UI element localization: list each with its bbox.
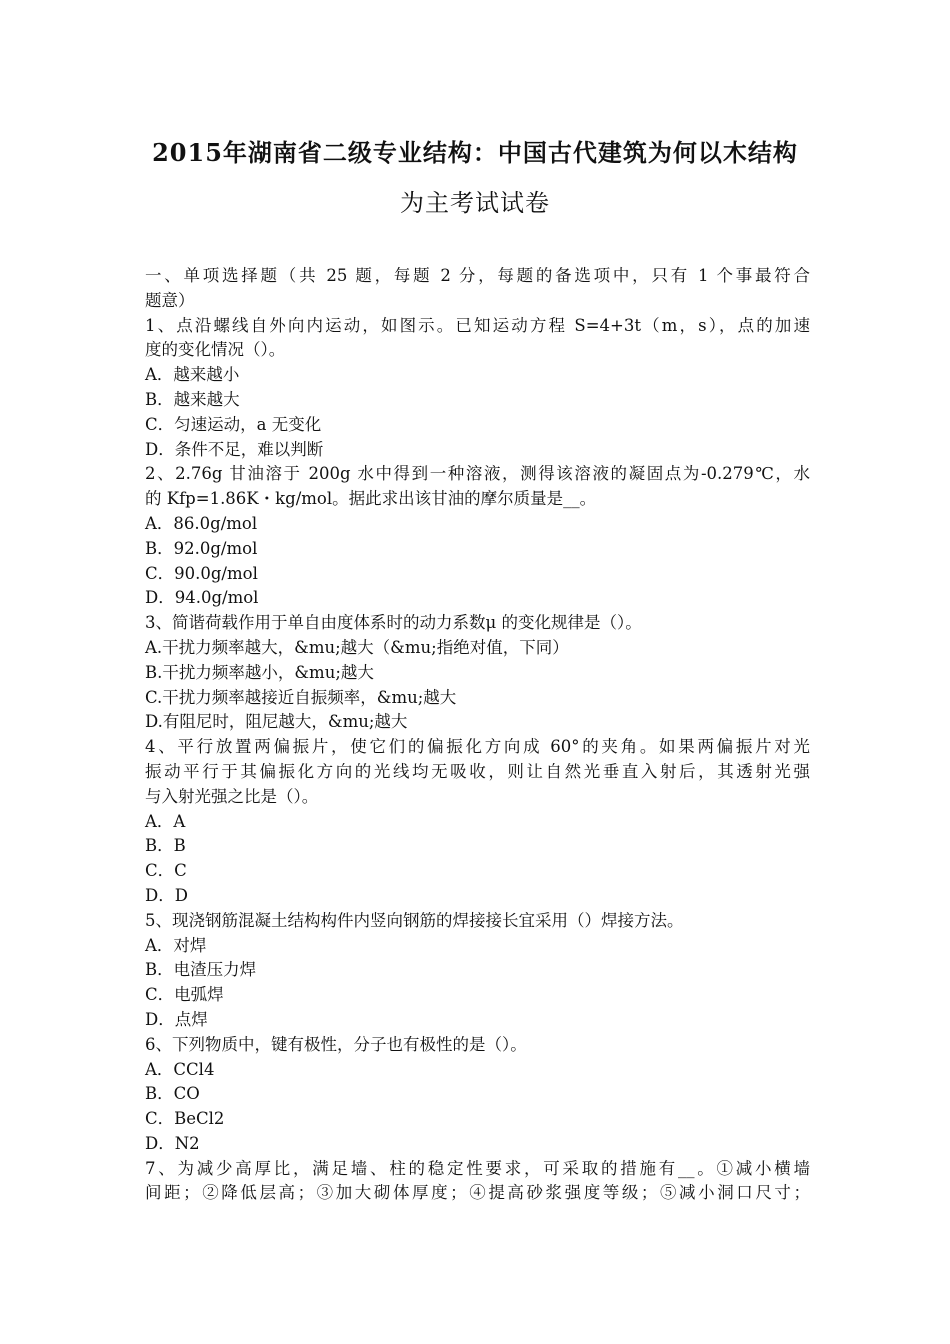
question-5-stem-line-1: 5、现浇钢筋混凝土结构构件内竖向钢筋的焊接接长宜采用（）焊接方法。 [145, 910, 684, 930]
question-4-option-b: B．B [145, 836, 186, 856]
document-title-line-1: 2015年湖南省二级专业结构：中国古代建筑为何以木结构 [152, 138, 798, 167]
question-6-option-c: C．BeCl2 [145, 1109, 225, 1129]
question-5-option-d: D．点焊 [145, 1009, 208, 1029]
question-4-option-c: C．C [145, 861, 187, 881]
question-1-option-c: C．匀速运动，a 无变化 [145, 414, 322, 434]
exam-body [145, 264, 810, 1206]
question-4-stem-line-1: 4、平行放置两偏振片，使它们的偏振化方向成 60°的夹角。如果两偏振片对光 [145, 737, 810, 757]
question-6-option-a: A．CCl4 [145, 1059, 215, 1079]
question-1-stem-line-1: 1、点沿螺线自外向内运动，如图示。已知运动方程 S=4+3t（m，s），点的加速 [145, 315, 810, 335]
question-4-option-a: A．A [145, 811, 186, 831]
question-4-stem-line-3: 与入射光强之比是（）。 [145, 786, 319, 806]
question-1-option-b: B．越来越大 [145, 389, 240, 409]
question-3-option-b: B.干扰力频率越小，&mu;越大 [145, 662, 374, 682]
section-header-line-2: 题意） [145, 290, 195, 310]
question-1-option-a: A．越来越小 [145, 365, 240, 385]
question-2-option-d: D．94.0g/mol [145, 588, 259, 608]
question-3-option-a: A.干扰力频率越大，&mu;越大（&mu;指绝对值，下同） [145, 637, 569, 657]
question-6-option-b: B．CO [145, 1084, 200, 1104]
question-1-option-d: D．条件不足，难以判断 [145, 439, 324, 459]
question-2-stem-line-2: 的 Kfp=1.86K・kg/mol。据此求出该甘油的摩尔质量是__。 [145, 489, 597, 509]
document-title-line-2: 为主考试试卷 [400, 189, 550, 217]
question-4-option-d: D．D [145, 885, 188, 905]
question-3-option-c: C.干扰力频率越接近自振频率，&mu;越大 [145, 687, 457, 707]
question-6-option-d: D．N2 [145, 1133, 200, 1153]
question-2-option-c: C．90.0g/mol [145, 563, 258, 583]
question-3-option-d: D.有阻尼时，阻尼越大，&mu;越大 [145, 712, 408, 732]
question-7-stem-line-2: 间距；②降低层高；③加大砌体厚度；④提高砂浆强度等级；⑤减小洞口尺寸； [145, 1183, 810, 1203]
question-5-option-a: A．对焊 [145, 935, 207, 955]
question-3-stem-line-1: 3、简谐荷载作用于单自由度体系时的动力系数μ 的变化规律是（）。 [145, 613, 642, 633]
question-4-stem-line-2: 振动平行于其偏振化方向的光线均无吸收，则让自然光垂直入射后，其透射光强 [145, 761, 810, 781]
question-2-option-a: A．86.0g/mol [145, 513, 258, 533]
question-7-stem-line-1: 7、为减少高厚比，满足墙、柱的稳定性要求，可采取的措施有__。①减小横墙 [145, 1158, 810, 1178]
question-2-option-b: B．92.0g/mol [145, 538, 258, 558]
question-1-stem-line-2: 度的变化情况（）。 [145, 340, 286, 360]
section-header-line-1: 一、单项选择题（共 25 题，每题 2 分，每题的备选项中，只有 1 个事最符合 [145, 266, 810, 285]
question-2-stem-line-1: 2、2.76g 甘油溶于 200g 水中得到一种溶液，测得该溶液的凝固点为-0.279℃，水 [145, 464, 810, 484]
question-5-option-b: B．电渣压力焊 [145, 960, 257, 980]
question-5-option-c: C．电弧焊 [145, 985, 224, 1005]
question-6-stem-line-1: 6、下列物质中，键有极性，分子也有极性的是（）。 [145, 1034, 527, 1054]
